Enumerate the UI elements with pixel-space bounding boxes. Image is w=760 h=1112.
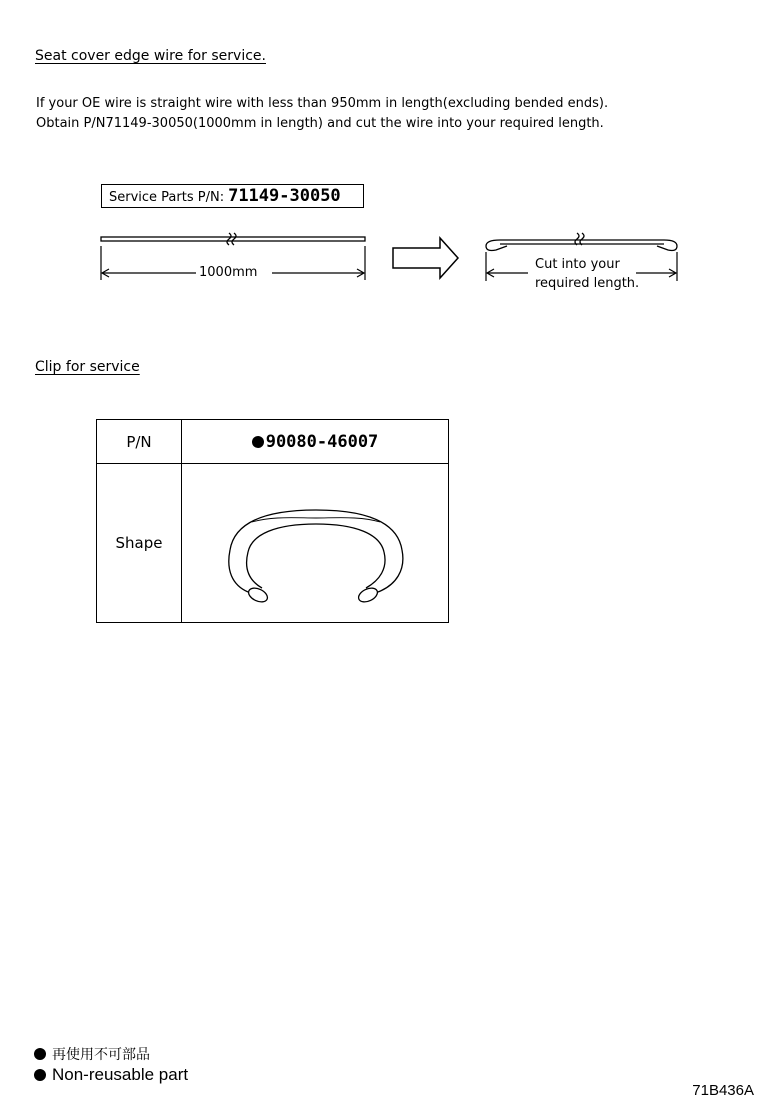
non-reusable-dot-icon xyxy=(34,1048,46,1060)
legend-row-jp xyxy=(34,1043,188,1064)
pn-number: 71149-30050 xyxy=(228,186,341,206)
legend-text-en: Non-reusable part xyxy=(52,1064,189,1084)
legend-text-jp: 再使用不可部品 xyxy=(52,1046,150,1063)
dimension-label: 1000mm xyxy=(199,265,258,280)
pn-header-label: P/N xyxy=(126,432,152,451)
instruction-line-2: Obtain P/N71149-30050(1000mm in length) and cut the wire into your required length. xyxy=(36,116,604,131)
non-reusable-dot-icon xyxy=(34,1069,46,1081)
shape-header-label: Shape xyxy=(115,534,163,552)
cut-label-line-1: Cut into your xyxy=(535,257,620,272)
cut-label-line-2: required length. xyxy=(535,276,640,291)
clip-section-heading: Clip for service xyxy=(35,359,140,375)
instruction-line-1: If your OE wire is straight wire with less than 950mm in length(excluding bended ends). xyxy=(36,96,609,111)
figure-code: 71B436A xyxy=(692,1082,754,1099)
pn-label: Service Parts P/N: xyxy=(109,190,225,205)
wire-section-heading: Seat cover edge wire for service. xyxy=(35,48,266,64)
legend-row-en xyxy=(34,1064,188,1085)
legend xyxy=(34,1043,188,1085)
clip-part-number: 90080-46007 xyxy=(265,431,379,452)
